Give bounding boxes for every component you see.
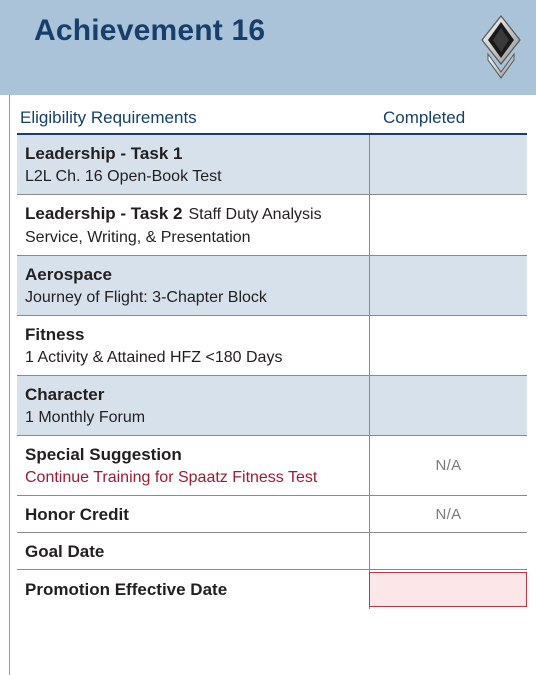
requirement-label: Leadership - Task 2 [25, 204, 183, 223]
table-row-leadership-task-1 [17, 135, 527, 195]
table-row-fitness [17, 316, 527, 376]
table-header [17, 103, 527, 135]
requirement-label: Fitness [25, 325, 85, 344]
table-row-character [17, 376, 527, 436]
completed-cell[interactable] [370, 195, 527, 255]
requirement-label: Promotion Effective Date [25, 580, 228, 599]
completed-cell[interactable] [370, 256, 527, 315]
column-header-requirements: Eligibility Requirements [20, 108, 197, 127]
requirement-label: Special Suggestion [25, 445, 182, 464]
table-row-goal-date [17, 533, 527, 570]
completed-cell[interactable] [370, 135, 527, 194]
table-row-leadership-task-2 [17, 195, 527, 256]
page-title: Achievement 16 [34, 14, 266, 47]
requirement-description: 1 Monthly Forum [25, 409, 146, 426]
table-row-honor-credit [17, 496, 527, 533]
requirements-table [17, 103, 527, 609]
column-header-completed: Completed [383, 108, 466, 127]
requirement-label: Character [25, 385, 105, 404]
goal-date-cell[interactable] [370, 533, 527, 569]
completed-cell[interactable] [370, 316, 527, 375]
requirement-label: Goal Date [25, 542, 105, 561]
table-row-aerospace [17, 256, 527, 316]
requirement-inline-description: Staff Duty Analysis [188, 206, 322, 223]
table-row-special-suggestion [17, 436, 527, 496]
requirement-label: Honor Credit [25, 505, 129, 524]
requirement-description: Service, Writing, & Presentation [25, 229, 251, 246]
requirement-description: L2L Ch. 16 Open-Book Test [25, 168, 222, 185]
completed-cell: N/A [435, 457, 462, 474]
promotion-date-cell[interactable] [369, 572, 527, 607]
requirement-label: Aerospace [25, 265, 112, 284]
requirement-description: Continue Training for Spaatz Fitness Test [25, 469, 318, 486]
requirement-description: 1 Activity & Attained HFZ <180 Days [25, 349, 283, 366]
completed-cell[interactable] [370, 376, 527, 435]
requirement-label: Leadership - Task 1 [25, 144, 183, 163]
table-row-promotion-effective-date [17, 570, 527, 609]
page-header [0, 0, 536, 95]
completed-cell: N/A [435, 505, 462, 523]
requirement-description: Journey of Flight: 3-Chapter Block [25, 289, 267, 306]
grade-insignia-diamond-icon [480, 14, 522, 84]
left-margin-rule [9, 95, 10, 675]
